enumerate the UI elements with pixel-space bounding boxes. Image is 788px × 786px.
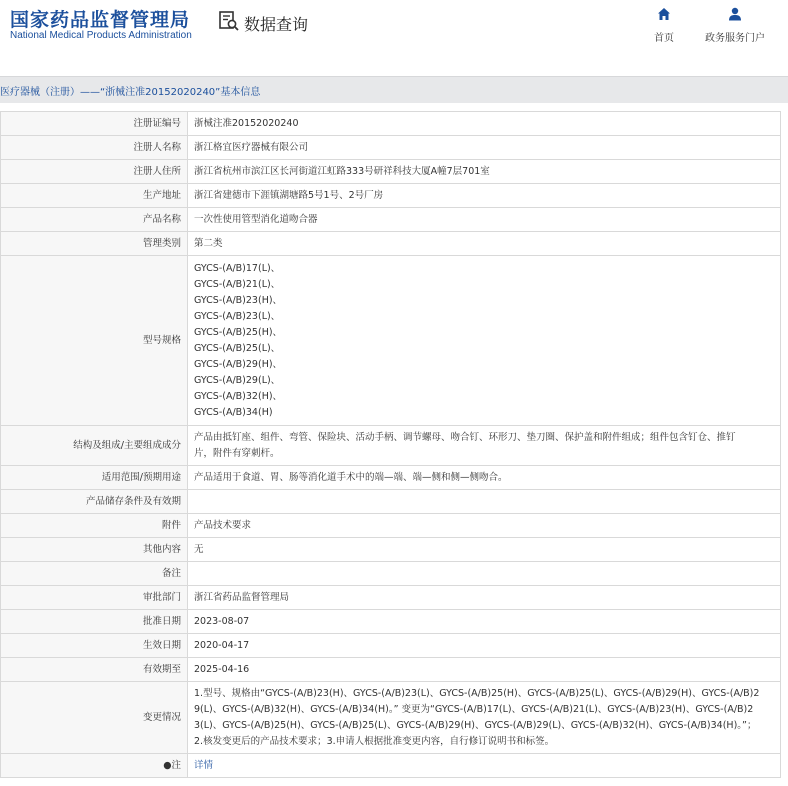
site-header	[0, 0, 788, 62]
model-spec-line: GYCS-(A/B)25(H)、	[194, 326, 283, 338]
field-value: 浙江格宜医疗器械有限公司	[188, 136, 781, 160]
field-label: 产品储存条件及有效期	[1, 490, 188, 514]
field-label: 注册证编号	[1, 112, 188, 136]
table-row	[1, 112, 781, 136]
site-logo-en: National Medical Products Administration	[10, 30, 192, 41]
model-spec-line: GYCS-(A/B)29(L)、	[194, 374, 281, 386]
table-row	[1, 514, 781, 538]
table-row	[1, 610, 781, 634]
table-row	[1, 634, 781, 658]
page-title-bar	[0, 76, 788, 103]
home-icon	[657, 6, 671, 25]
field-label: 适用范围/预期用途	[1, 466, 188, 490]
table-row	[1, 426, 781, 466]
model-spec-line: GYCS-(A/B)21(L)、	[194, 278, 281, 290]
composition-line: 片，附件有穿刺杆。	[194, 447, 280, 459]
field-value: 第二类	[188, 232, 781, 256]
field-value	[188, 562, 781, 586]
table-row	[1, 160, 781, 184]
change-line: 1.型号、规格由“GYCS-(A/B)23(H)、GYCS-(A/B)23(L)、GYCS-(A/B)25(H)、GYCS-(A/B)25(L)、GYCS-(A/B)29(H)、GYCS-(A/B)2	[194, 687, 760, 699]
model-spec-line: GYCS-(A/B)34(H)	[194, 406, 273, 418]
data-query-title[interactable]	[218, 11, 308, 35]
field-label: 结构及组成/主要组成成分	[1, 426, 188, 466]
field-value: 2020-04-17	[188, 634, 781, 658]
field-value: 浙江省杭州市滨江区长河街道江虹路333号研祥科技大厦A幢7层701室	[188, 160, 781, 184]
composition-line: 产品由抵钉座、组件、弯管、保险块、活动手柄、调节螺母、吻合钉、环形刀、垫刀圈、保护盖和附件组成；组件包含钉仓、推钉	[194, 431, 736, 443]
model-spec-line: GYCS-(A/B)17(L)、	[194, 262, 281, 274]
nav-home-label: 首页	[654, 33, 674, 44]
page-title: 医疗器械（注册）——“浙械注准20152020240”基本信息	[0, 87, 261, 98]
field-label: 注册人住所	[1, 160, 188, 184]
change-line: 3(L)、GYCS-(A/B)25(H)、GYCS-(A/B)25(L)、GYCS-(A/B)29(H)、GYCS-(A/B)29(L)、GYCS-(A/B)32(H)、GYCS-(A/B)34(H)。”；	[194, 719, 757, 731]
table-row	[1, 466, 781, 490]
nav-government-portal[interactable]	[705, 6, 765, 44]
model-spec-line: GYCS-(A/B)25(L)、	[194, 342, 281, 354]
table-row	[1, 682, 781, 754]
model-spec-line: GYCS-(A/B)29(H)、	[194, 358, 283, 370]
field-value: 产品适用于食道、胃、肠等消化道手术中的端—端、端—侧和侧—侧吻合。	[188, 466, 781, 490]
field-label: 管理类别	[1, 232, 188, 256]
nav-home[interactable]	[654, 6, 674, 44]
field-value	[188, 682, 781, 754]
table-row	[1, 538, 781, 562]
field-label: ●注	[1, 754, 188, 778]
detail-table	[0, 111, 781, 778]
table-row	[1, 136, 781, 160]
table-row	[1, 490, 781, 514]
field-value: 2023-08-07	[188, 610, 781, 634]
field-label: 型号规格	[1, 256, 188, 426]
field-label: 生产地址	[1, 184, 188, 208]
field-label: 产品名称	[1, 208, 188, 232]
table-row	[1, 208, 781, 232]
table-row	[1, 232, 781, 256]
table-row	[1, 586, 781, 610]
field-value: 2025-04-16	[188, 658, 781, 682]
field-value	[188, 256, 781, 426]
data-query-label: 数据查询	[244, 14, 309, 34]
details-link[interactable]: 详情	[194, 759, 214, 771]
field-label: 生效日期	[1, 634, 188, 658]
change-line: 2.核发变更后的产品技术要求；3.申请人根据批准变更内容，自行修订说明书和标签。	[194, 735, 555, 747]
field-value: 浙械注准20152020240	[188, 112, 781, 136]
field-label: 批准日期	[1, 610, 188, 634]
field-value: 无	[188, 538, 781, 562]
field-label: 备注	[1, 562, 188, 586]
table-row	[1, 658, 781, 682]
model-spec-line: GYCS-(A/B)23(L)、	[194, 310, 281, 322]
model-spec-line: GYCS-(A/B)23(H)、	[194, 294, 283, 306]
field-value	[188, 754, 781, 778]
field-value	[188, 490, 781, 514]
field-value: 一次性使用管型消化道吻合器	[188, 208, 781, 232]
field-label: 附件	[1, 514, 188, 538]
field-value: 浙江省建德市下涯镇湖塘路5号1号、2号厂房	[188, 184, 781, 208]
detail-table-wrap	[0, 111, 781, 778]
data-query-icon	[218, 10, 240, 36]
field-label: 变更情况	[1, 682, 188, 754]
table-row	[1, 256, 781, 426]
change-line: 9(L)、GYCS-(A/B)32(H)、GYCS-(A/B)34(H)。” 变更为“GYCS-(A/B)17(L)、GYCS-(A/B)21(L)、GYCS-(A/B)23(H)、GYCS-(A/B)2	[194, 703, 754, 715]
field-label: 有效期至	[1, 658, 188, 682]
table-row	[1, 184, 781, 208]
user-icon	[728, 6, 742, 25]
header-gap	[0, 62, 788, 76]
field-label: 其他内容	[1, 538, 188, 562]
field-value: 浙江省药品监督管理局	[188, 586, 781, 610]
field-value	[188, 426, 781, 466]
nav-government-portal-label: 政务服务门户	[705, 33, 765, 44]
model-spec-line: GYCS-(A/B)32(H)、	[194, 390, 283, 402]
field-label: 审批部门	[1, 586, 188, 610]
site-logo-cn[interactable]: 国家药品监督管理局	[10, 9, 191, 31]
field-value: 产品技术要求	[188, 514, 781, 538]
table-row	[1, 562, 781, 586]
field-label: 注册人名称	[1, 136, 188, 160]
table-row	[1, 754, 781, 778]
